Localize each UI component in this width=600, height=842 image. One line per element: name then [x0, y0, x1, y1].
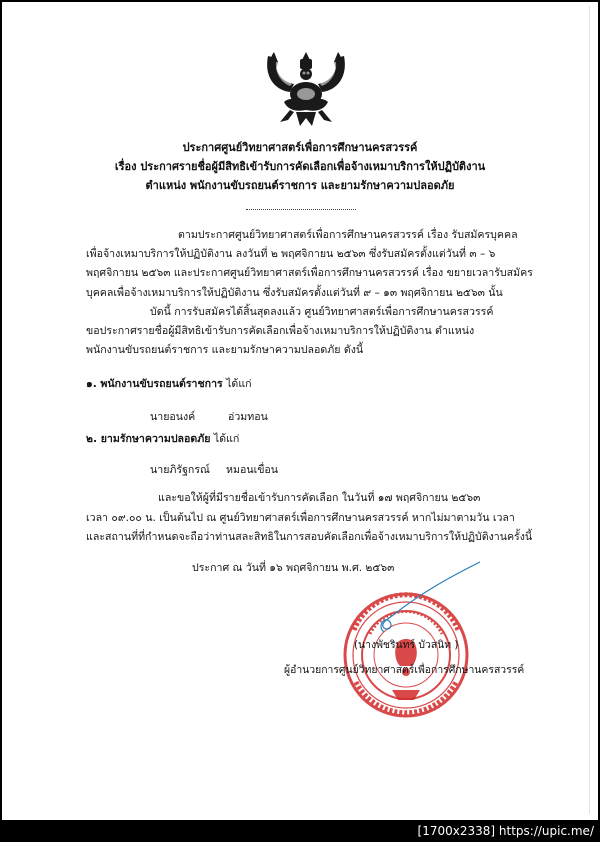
para3-line2: เวลา ๐๙.๐๐ น. เป็นต้นไป ณ ศูนย์วิทยาศาสตร์เพื่อการศึกษานครสวรรค์ หากไม่มาตามวัน เวลา — [86, 512, 515, 524]
position-1-suffix: ได้แก่ — [226, 378, 252, 390]
candidate-2-last: หมอนเขื่อน — [226, 464, 279, 476]
para1-line1: ตามประกาศศูนย์วิทยาศาสตร์เพื่อการศึกษานครสวรรค์ เรื่อง รับสมัครบุคคล — [178, 229, 518, 241]
position-1-heading: ๑. พนักงานขับรถยนต์ราชการ — [86, 378, 223, 390]
header-org: ประกาศศูนย์วิทยาศาสตร์เพื่อการศึกษานครสวรรค์ — [182, 141, 418, 154]
position-2-suffix: ได้แก่ — [213, 433, 240, 445]
position-2-heading: ๒. ยามรักษาความปลอดภัย — [86, 433, 211, 445]
header-separator — [246, 209, 356, 210]
position-2 — [86, 433, 239, 446]
position-1 — [86, 378, 252, 391]
header-subject: เรื่อง ประกาศรายชื่อผู้มีสิทธิเข้ารับการคัดเลือกเพื่อจ้างเหมาบริการให้ปฏิบัติงาน — [114, 160, 486, 173]
candidate-1-first: นายอนงค์ — [150, 411, 196, 423]
page-edge-shadow — [589, 6, 590, 814]
footer-bar — [0, 820, 600, 842]
para2-line2: ขอประกาศรายชื่อผู้มีสิทธิเข้ารับการคัดเลือกเพื่อจ้างเหมาบริการให้ปฏิบัติงาน ตำแหน่ง — [86, 325, 475, 337]
signatory-title: ผู้อำนวยการศูนย์วิทยาศาสตร์เพื่อการศึกษานครสวรรค์ — [284, 664, 525, 676]
document-page — [2, 2, 598, 820]
para2-line3: พนักงานขับรถยนต์ราชการ และยามรักษาความปลอดภัย ดังนี้ — [86, 344, 364, 356]
para3-line1: และขอให้ผู้ที่มีรายชื่อเข้ารับการคัดเลือก ในวันที่ ๑๗ พฤศจิกายน ๒๕๖๓ — [158, 492, 481, 504]
para3-line3: และสถานที่ที่กำหนดจะถือว่าท่านสละสิทธิในการสอบคัดเลือกเพื่อจ้างเหมาบริการให้ปฏิบัติงานครั้งนี้ — [86, 531, 533, 543]
image-watermark: [1700x2338] https://upic.me/ — [417, 824, 594, 838]
candidate-2-first: นายภิรัฐกรณ์ — [150, 464, 210, 476]
para1-line2: เพื่อจ้างเหมาบริการให้ปฏิบัติงาน ลงวันที่ ๒ พฤศจิกายน ๒๕๖๓ ซึ่งรับสมัครตั้งแต่วันที่ ๓ – ๖ — [86, 248, 496, 260]
signature-scribble-icon — [362, 558, 482, 638]
candidate-1-last: อ่วมทอน — [228, 411, 268, 423]
signatory-name: (นางพัชรินทร์ บัวสนิท ) — [354, 639, 459, 651]
garuda-emblem-icon — [260, 46, 352, 134]
announce-date: ประกาศ ณ วันที่ ๑๖ พฤศจิกายน พ.ศ. ๒๕๖๓ — [192, 562, 395, 574]
para1-line4: บุคคลเพื่อจ้างเหมาบริการให้ปฏิบัติงาน ซึ่งรับสมัครตั้งแต่วันที่ ๙ – ๑๓ พฤศจิกายน ๒๕๖๓ นั้น — [86, 287, 503, 299]
para2-line1: บัดนี้ การรับสมัครได้สิ้นสุดลงแล้ว ศูนย์วิทยาศาสตร์เพื่อการศึกษานครสวรรค์ — [150, 306, 494, 318]
header-position: ตำแหน่ง พนักงานขับรถยนต์ราชการ และยามรักษาความปลอดภัย — [145, 179, 455, 192]
para1-line3: พฤศจิกายน ๒๕๖๓ และประกาศศูนย์วิทยาศาสตร์เพื่อการศึกษานครสวรรค์ เรื่อง ขยายเวลารับสมัคร — [86, 267, 533, 279]
